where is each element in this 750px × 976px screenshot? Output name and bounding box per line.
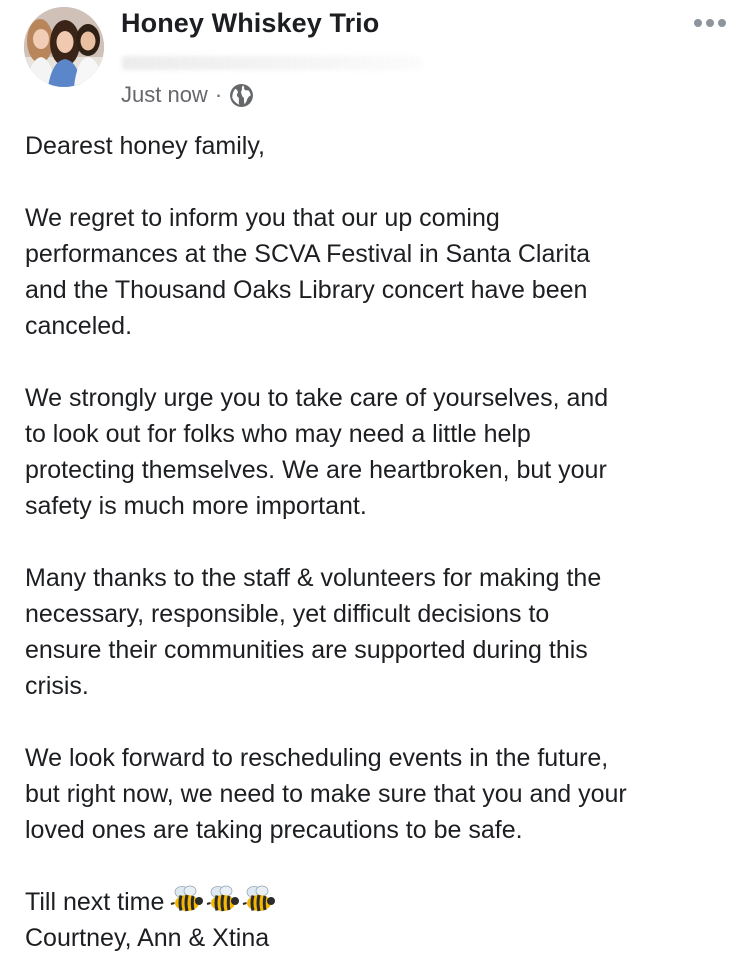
text-line: but right now, we need to make sure that you and your	[25, 780, 627, 808]
paragraph	[25, 560, 725, 704]
text-line: ensure their communities are supported during this	[25, 636, 588, 664]
paragraph	[25, 128, 725, 164]
honeybee-icon	[206, 885, 240, 915]
post-timestamp[interactable]: Just now	[121, 82, 208, 107]
more-dot	[718, 19, 726, 27]
honeybee-icon	[242, 885, 276, 915]
page-name-link[interactable]: Honey Whiskey Trio	[121, 8, 380, 38]
text-line: loved ones are taking precautions to be safe.	[25, 816, 523, 844]
post-meta	[121, 82, 254, 108]
text-line: and the Thousand Oaks Library concert have been	[25, 276, 588, 304]
signature-line: Courtney, Ann & Xtina	[25, 924, 270, 952]
text-line: canceled.	[25, 312, 133, 340]
paragraph	[25, 740, 725, 848]
signoff	[25, 884, 725, 956]
text-line: safety is much more important.	[25, 492, 367, 520]
bee-emoji-row	[170, 885, 276, 915]
signoff-text: Till next time	[25, 888, 165, 916]
signoff-line	[25, 884, 725, 920]
text-line: performances at the SCVA Festival in Santa Clarita	[25, 240, 591, 268]
more-dot	[694, 19, 702, 27]
meta-separator: ·	[214, 82, 223, 107]
redacted-subline	[122, 56, 422, 70]
globe-icon[interactable]	[229, 83, 254, 108]
paragraph	[25, 200, 725, 344]
text-line: necessary, responsible, yet difficult decisions to	[25, 600, 550, 628]
text-line: We regret to inform you that our up coming	[25, 204, 500, 232]
honeybee-icon	[170, 885, 204, 915]
text-line: We strongly urge you to take care of yourselves, and	[25, 384, 609, 412]
text-line: We look forward to rescheduling events in the future,	[25, 744, 609, 772]
avatar-photo	[24, 7, 104, 87]
post-body	[25, 128, 725, 956]
more-options-icon[interactable]	[694, 16, 728, 30]
paragraph	[25, 380, 725, 524]
text-line: Many thanks to the staff & volunteers for making the	[25, 564, 602, 592]
page-avatar[interactable]	[24, 7, 104, 87]
more-dot	[706, 19, 714, 27]
text-line: Dearest honey family,	[25, 132, 265, 160]
text-line: crisis.	[25, 672, 89, 700]
text-line: to look out for folks who may need a little help	[25, 420, 531, 448]
text-line: protecting themselves. We are heartbroken, but your	[25, 456, 607, 484]
